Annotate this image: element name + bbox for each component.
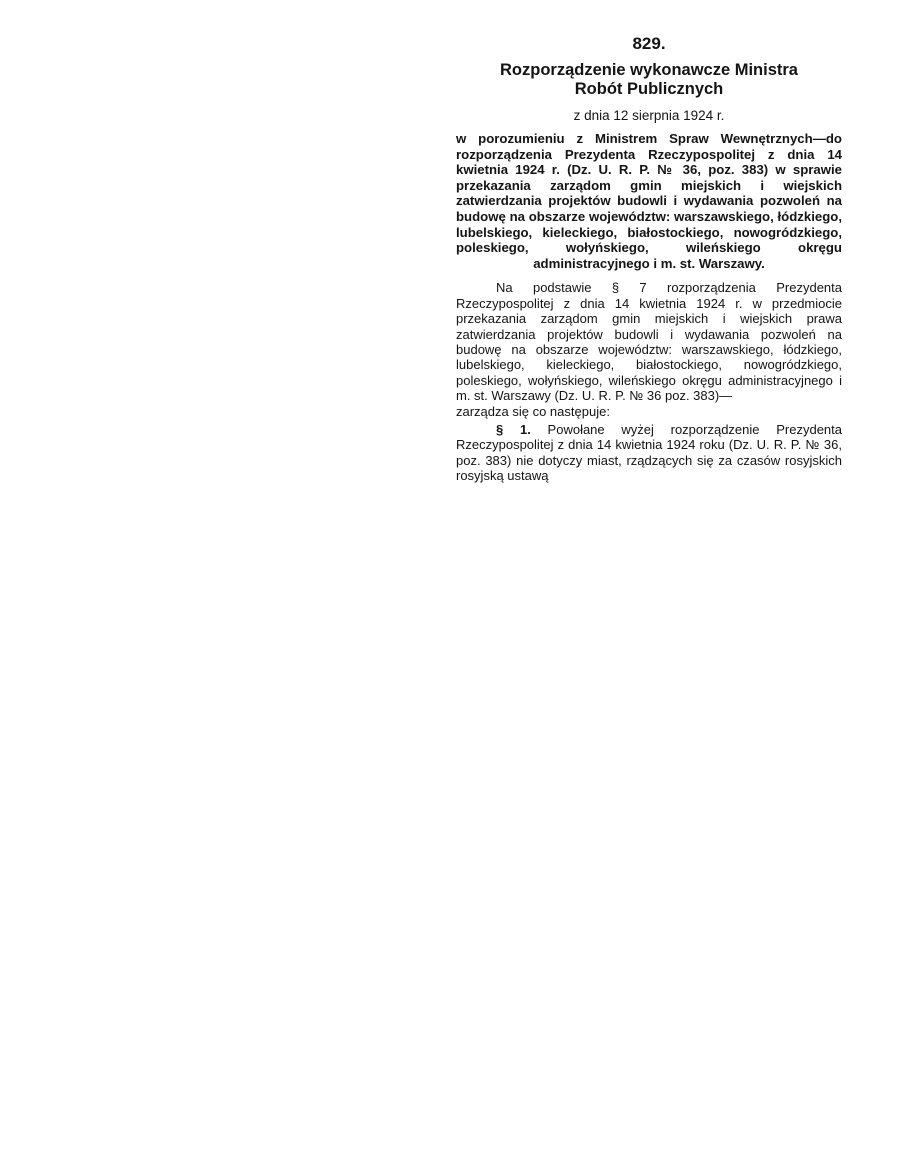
section-1-paragraph [456,422,842,484]
document-date: z dnia 12 sierpnia 1924 r. [573,108,725,123]
document-subject: w porozumieniu z Ministrem Spraw Wewnętrznych—do rozporządzenia Prezydenta Rzeczypospolitej z dnia 14 kwietnia 1924 r. (Dz. U. R. P. № 36, poz. 383) w sprawie przekazania zarządom gmin miejskich i wiejskich zatwierdzania projektów budowli i wydawania pozwoleń na budowę na obszarze województw: warszawskiego, łódzkiego, lubelskiego, kieleckiego, białostockiego, nowogródzkiego, poleskiego, wołyńskiego, wileńskiego okręgu administracyjnego i m. st. Warszawy. [456,131,842,271]
section-1-label: § 1. [496,422,531,437]
section-1-text: Powołane wyżej rozporządzenie Prezydenta Rzeczypospolitej z dnia 14 kwietnia 1924 roku (Dz. U. R. P. № 36, poz. 383) nie dotyczy miast, rządzących się za czasów rosyjskich rosyjską ustawą [456,422,842,484]
preamble-closing: zarządza się co następuje: [456,403,610,419]
document-column [456,34,842,487]
preamble-paragraph [456,280,842,419]
document-title-line-1: Rozporządzenie wykonawcze Ministra [500,61,798,79]
preamble-text: Na podstawie § 7 rozporządzenia Prezydenta Rzeczypospolitej z dnia 14 kwietnia 1924 r. w przedmiocie przekazania zarządom gmin miejskich i wiejskich prawa zatwierdzania projektów budowli i wydawania pozwoleń na budowę na obszarze województw: warszawskiego, łódzkiego, lubelskiego, kieleckiego, białostockiego, nowogródzkiego, poleskiego, wołyńskiego, wileńskiego okręgu administracyjnego i m. st. Warszawy (Dz. U. R. P. № 36 poz. 383)— [456,280,842,404]
document-title [456,61,842,99]
document-body [456,280,842,483]
document-number: 829. [632,34,666,53]
document-title-line-2: Robót Publicznych [574,80,724,98]
